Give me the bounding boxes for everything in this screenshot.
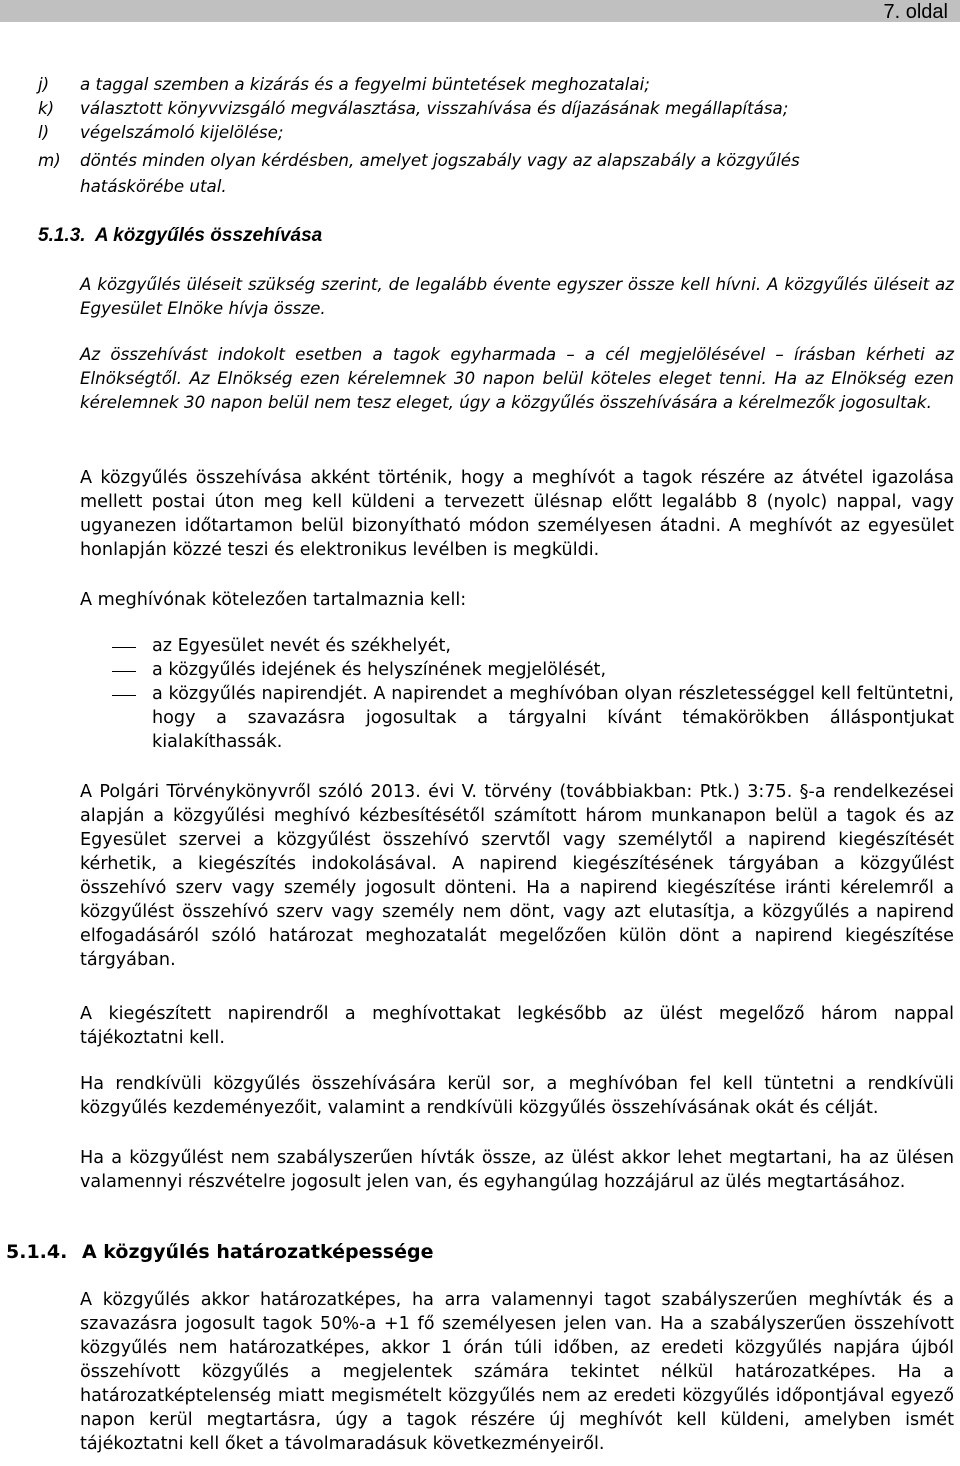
bullet-item: az Egyesület nevét és székhelyét, bbox=[152, 636, 451, 656]
section-title: A közgyűlés határozatképessége bbox=[81, 1241, 434, 1263]
list-text: hatáskörébe utal. bbox=[80, 176, 227, 196]
list-text: végelszámoló kijelölése; bbox=[80, 122, 284, 142]
section-title: A közgyűlés összehívása bbox=[94, 225, 323, 246]
section-heading-514 bbox=[6, 1240, 433, 1264]
list-marker: l) bbox=[38, 122, 50, 142]
list-text: a taggal szemben a kizárás és a fegyelmi büntetések meghozatalai; bbox=[80, 74, 650, 94]
list-marker: j) bbox=[38, 74, 50, 94]
list-item bbox=[38, 96, 938, 120]
dash-bullet-icon bbox=[112, 695, 136, 696]
section-number: 5.1.3. bbox=[38, 225, 86, 246]
bullet-item: a közgyűlés napirendjét. A napirendet a meghívóban olyan részletességgel kell feltüntetni, hogy a szavazásra jogosultak a tárgyalni kívánt témakörökben álláspontjukat kialakíthassák. bbox=[152, 684, 954, 752]
paragraph: A közgyűlés akkor határozatképes, ha arra valamennyi tagot szabályszerűen meghívták és a szavazásra jogosult tagok 50%-a +1 fő személyesen jelen van. Ha a szabályszerűen összehívott közgyűlés nem határozatképes, akkor 1 órán túli időben, az eredeti közgyűlés napjára újból összehívott közgyűlés a megjelentek számára tekintet nélkül határozatképes. Ha a határozatképtelenség miatt megismételt közgyűlés nem az eredeti közgyűlés időpontjával egyező napon kerül megtartásra, úgy a tagok részére új meghívót kell küldeni, amelyben ismét tájékoztatni kell őket a távolmaradásuk következményeiről. bbox=[80, 1290, 954, 1454]
paragraph: A Polgári Törvénykönyvről szóló 2013. évi V. törvény (továbbiakban: Ptk.) 3:75. §-a rendelkezései alapján a közgyűlési meghívó kézbesítésétől számított három munkanapon belül a tagok és az Egyesület szervei a közgyűlést összehívó szervtől vagy személytől a napirend kiegészítését kérhetik, a kiegészítés indokolásával. A napirend kiegészítésének tárgyában a közgyűlést összehívó szerv vagy személy jogosult dönteni. Ha a napirend kiegészítése iránti kérelemről a közgyűlést összehívó szerv vagy személy nem dönt, vagy azt elutasítja, a közgyűlés a napirend elfogadásáról szóló határozat meghozatalát megelőzően külön dönt a napirend kiegészítése tárgyában. bbox=[80, 782, 954, 970]
paragraph: A kiegészített napirendről a meghívottakat legkésőbb az ülést megelőző három nappal tájékoztatni kell. bbox=[80, 1004, 954, 1048]
paragraph: A közgyűlés üléseit szükség szerint, de legalább évente egyszer össze kell hívni. A közgyűlés üléseit az Egyesület Elnöke hívja össze. bbox=[80, 274, 954, 318]
dash-bullet-icon bbox=[112, 671, 136, 672]
paragraph: A közgyűlés összehívása akként történik, hogy a meghívót a tagok részére az átvétel igazolása mellett postai úton meg kell küldeni a tervezett ülésnap előtt legalább 8 (nyolc) nappal, vagy ugyanezen időtartamon belül bizonyítható módon személyesen átadni. A meghívót az egyesület honlapján közzé teszi és elektronikus levélben is megküldi. bbox=[80, 468, 954, 560]
paragraph: Ha rendkívüli közgyűlés összehívására kerül sor, a meghívóban fel kell tüntetni a rendkívüli közgyűlés kezdeményezőit, valamint a rendkívüli közgyűlés összehívásának okát és célját. bbox=[80, 1074, 954, 1118]
list-item bbox=[80, 174, 960, 198]
bullet-item: a közgyűlés idejének és helyszínének megjelölését, bbox=[152, 660, 607, 680]
page-header-bar bbox=[0, 0, 960, 22]
page-number: 7. oldal bbox=[883, 1, 948, 23]
list-item bbox=[38, 72, 938, 96]
list-text: döntés minden olyan kérdésben, amelyet jogszabály vagy az alapszabály a közgyűlés bbox=[80, 150, 800, 170]
list-marker: m) bbox=[38, 150, 61, 170]
section-heading-513 bbox=[38, 224, 322, 248]
list-item bbox=[38, 120, 938, 144]
paragraph: Az összehívást indokolt esetben a tagok egyharmada – a cél megjelölésével – írásban kérheti az Elnökségtől. Az Elnökség ezen kérelemnek 30 napon belül köteles eleget tenni. Ha az Elnökség ezen kérelemnek 30 napon belül nem tesz eleget, úgy a közgyűlés összehívására a kérelmezők jogosultak. bbox=[80, 344, 954, 412]
paragraph: A meghívónak kötelezően tartalmaznia kell: bbox=[80, 590, 467, 610]
dash-bullet-icon bbox=[112, 647, 136, 648]
list-text: választott könyvvizsgáló megválasztása, visszahívása és díjazásának megállapítása; bbox=[80, 98, 789, 118]
section-number: 5.1.4. bbox=[6, 1241, 68, 1263]
list-item bbox=[38, 148, 938, 172]
list-marker: k) bbox=[38, 98, 55, 118]
paragraph: Ha a közgyűlést nem szabályszerűen hívták össze, az ülést akkor lehet megtartani, ha az ülésen valamennyi részvételre jogosult jelen van, és egyhangúlag hozzájárul az ülés megtartásához. bbox=[80, 1148, 954, 1192]
